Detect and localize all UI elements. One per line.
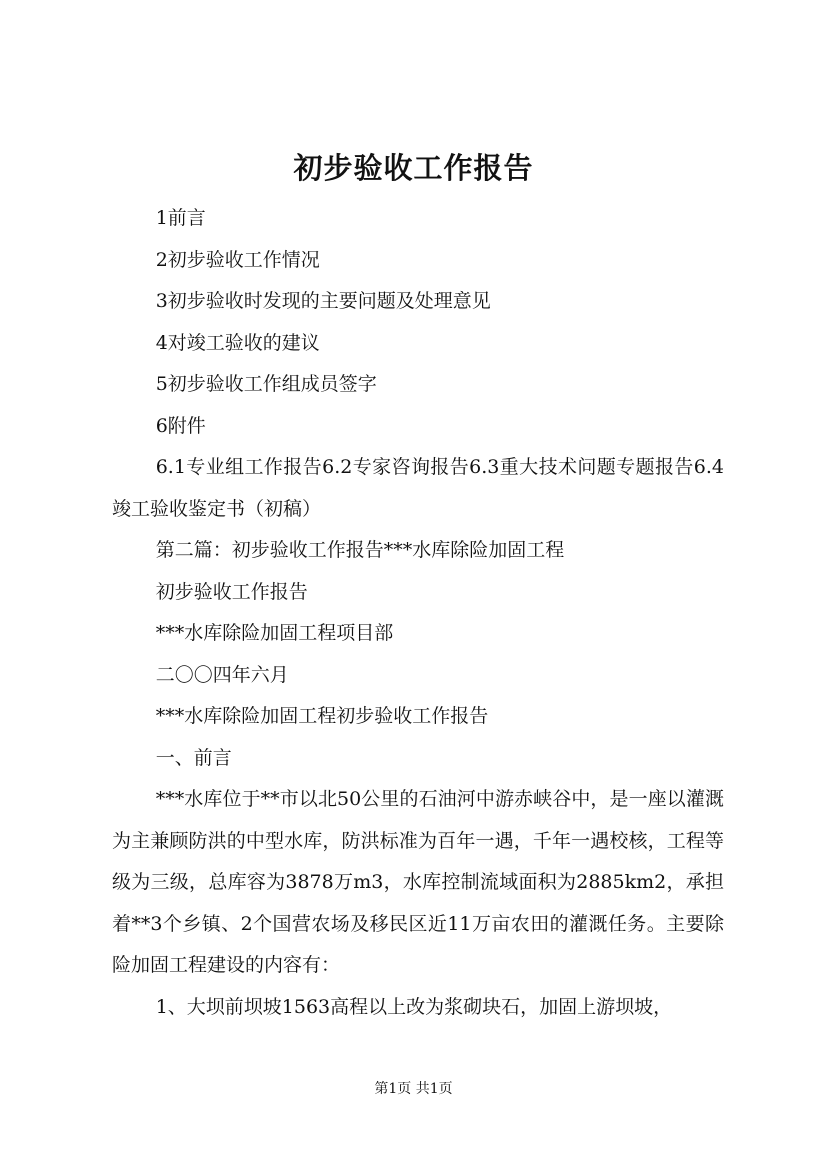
paragraph: 3初步验收时发现的主要问题及处理意见 bbox=[155, 290, 491, 312]
document-body bbox=[112, 198, 724, 1028]
paragraph: 二〇〇四年六月 bbox=[155, 663, 289, 686]
paragraph: ***水库除险加固工程项目部 bbox=[155, 622, 394, 644]
paragraph: 一、前言 bbox=[155, 746, 232, 769]
paragraph: ***水库除险加固工程初步验收工作报告 bbox=[155, 705, 489, 727]
paragraph: 2初步验收工作情况 bbox=[155, 248, 320, 271]
document-title: 初步验收工作报告 bbox=[293, 151, 534, 185]
paragraph: 1前言 bbox=[155, 207, 206, 229]
paragraph: 第二篇：初步验收工作报告***水库除险加固工程 bbox=[155, 539, 565, 561]
paragraph: 5初步验收工作组成员签字 bbox=[155, 373, 377, 395]
page-footer: 第1页 共1页 bbox=[374, 1081, 453, 1097]
paragraph: 6.1专业组工作报告6.2专家咨询报告6.3重大技术问题专题报告6.4竣工验收鉴定书（初稿） bbox=[112, 456, 724, 520]
paragraph: 初步验收工作报告 bbox=[155, 580, 308, 603]
paragraph: 6附件 bbox=[155, 414, 206, 437]
paragraph: ***水库位于**市以北50公里的石油河中游赤峡谷中，是一座以灌溉为主兼顾防洪的中型水库，防洪标准为百年一遇，千年一遇校核，工程等级为三级，总库容为3878万m3，水库控制流域面积为2885km2，承担着**3个乡镇、2个国营农场及移民区近11万亩农田的灌溉任务。主要除险加固工程建设的内容有： bbox=[112, 788, 724, 976]
paragraph: 1、大坝前坝坡1563高程以上改为浆砌块石，加固上游坝坡， bbox=[155, 995, 673, 1018]
paragraph: 4对竣工验收的建议 bbox=[155, 331, 320, 354]
